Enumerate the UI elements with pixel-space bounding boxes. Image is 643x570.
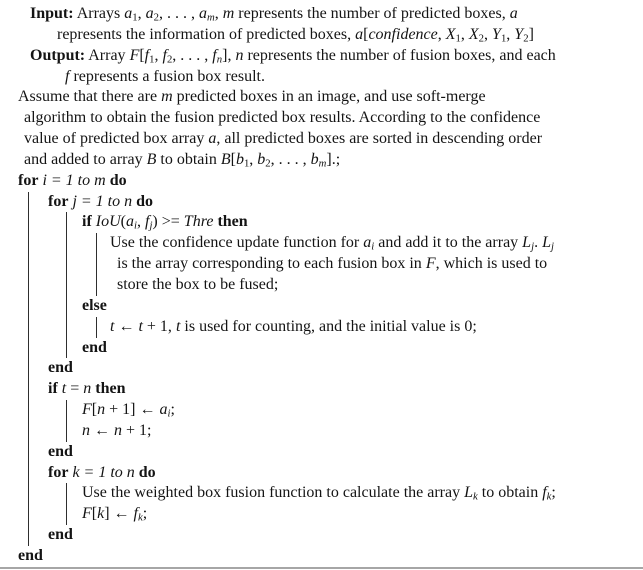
block-scope-rule (28, 400, 29, 421)
block-scope-rule (28, 504, 29, 525)
algo-line-22 (0, 442, 643, 463)
algo-line-23 (0, 463, 643, 484)
block-scope-rule (66, 483, 67, 504)
block-scope-rule (66, 400, 67, 421)
algo-line-text: Output: Array $F[f_1$, $f_2$, . . . , $f_n$], n represents the number of fusion boxes, and each (30, 46, 556, 66)
algo-line-20 (0, 400, 643, 421)
block-scope-rule (66, 338, 67, 359)
block-scope-rule (66, 254, 67, 275)
algo-line-text: if $IoU(a_i$, $f_j$) >= Thre then (82, 213, 248, 232)
block-scope-rule (28, 358, 29, 379)
algo-line-17 (0, 338, 643, 359)
algo-line-text: end (18, 546, 43, 564)
algo-line-text: algorithm to obtain the fusion predicted box results. According to the confidence (24, 109, 541, 127)
algo-line-4 (0, 67, 643, 88)
block-scope-rule (28, 192, 29, 213)
algo-line-18 (0, 358, 643, 379)
algo-line-text: is the array corresponding to each fusion box in F, which is used to (117, 255, 548, 273)
algo-line-11 (0, 212, 643, 233)
block-scope-rule (28, 421, 29, 442)
block-scope-rule (28, 442, 29, 463)
algo-line-text: end (48, 359, 73, 377)
block-scope-rule (96, 317, 97, 338)
algo-line-text: n ← n + 1; (82, 421, 152, 439)
algo-line-text: F[n + 1] ← $a_i$; (82, 401, 175, 420)
algo-line-9 (0, 171, 643, 192)
algo-line-21 (0, 421, 643, 442)
block-scope-rule (66, 275, 67, 296)
algo-line-text: for j = 1 to n do (48, 192, 154, 210)
algo-line-15 (0, 296, 643, 317)
algo-line-text: and added to array B to obtain $B[b_1$, $b_2$, . . . , $b_m$].; (24, 150, 341, 170)
algo-line-text: for i = 1 to m do (18, 171, 127, 189)
algo-line-16 (0, 317, 643, 338)
algo-line-text: else (82, 296, 107, 314)
algo-line-2 (0, 25, 643, 46)
algo-line-text: Assume that there are m predicted boxes in an image, and use soft-merge (18, 88, 486, 106)
block-scope-rule (96, 254, 97, 275)
algo-line-5 (0, 87, 643, 108)
algo-line-text: store the box to be fused; (117, 275, 279, 293)
block-scope-rule (28, 254, 29, 275)
block-scope-rule (66, 504, 67, 525)
algo-line-27 (0, 546, 643, 567)
block-scope-rule (28, 338, 29, 359)
algo-line-text: if t = n then (48, 380, 126, 398)
block-scope-rule (28, 275, 29, 296)
algo-line-10 (0, 192, 643, 213)
block-scope-rule (96, 233, 97, 254)
block-scope-rule (66, 212, 67, 233)
block-scope-rule (28, 296, 29, 317)
algo-line-6 (0, 108, 643, 129)
algo-line-text: end (82, 338, 107, 356)
algo-line-text: represents the information of predicted boxes, a[confidence, $X_1$, $X_2$, $Y_1$, $Y_2$] (57, 25, 534, 45)
algo-line-text: for k = 1 to n do (48, 463, 156, 481)
block-scope-rule (28, 317, 29, 338)
algo-line-1 (0, 4, 643, 25)
algo-line-text: end (48, 442, 73, 460)
algo-line-26 (0, 525, 643, 546)
block-scope-rule (28, 483, 29, 504)
algorithm-bottom-rule (0, 567, 643, 569)
algo-line-14 (0, 275, 643, 296)
algo-line-19 (0, 379, 643, 400)
algo-line-13 (0, 254, 643, 275)
algo-line-text: f represents a fusion box result. (65, 67, 265, 85)
algo-line-3 (0, 46, 643, 67)
algo-line-text: Use the weighted box fusion function to calculate the array $L_k$ to obtain $f_k$; (82, 484, 556, 503)
block-scope-rule (28, 233, 29, 254)
block-scope-rule (66, 317, 67, 338)
block-scope-rule (66, 296, 67, 317)
block-scope-rule (28, 212, 29, 233)
block-scope-rule (66, 421, 67, 442)
block-scope-rule (28, 525, 29, 546)
block-scope-rule (28, 463, 29, 484)
algo-line-text: t ← t + 1, t is used for counting, and the initial value is 0; (110, 317, 477, 335)
algo-line-25 (0, 504, 643, 525)
block-scope-rule (28, 379, 29, 400)
algo-line-24 (0, 483, 643, 504)
algo-line-text: end (48, 526, 73, 544)
block-scope-rule (96, 275, 97, 296)
algo-line-8 (0, 150, 643, 171)
algo-line-7 (0, 129, 643, 150)
algo-line-text: Input: Arrays $a_1$, $a_2$, . . . , $a_m$, m represents the number of predicted boxes, a (30, 5, 518, 24)
algo-line-text: Use the confidence update function for $a_i$ and add it to the array $L_j$. $L_j$ (110, 234, 554, 253)
algo-line-text: F[k] ← $f_k$; (82, 505, 148, 524)
algo-line-text: value of predicted box array a, all predicted boxes are sorted in descending order (24, 130, 543, 148)
block-scope-rule (66, 233, 67, 254)
algo-line-12 (0, 233, 643, 254)
